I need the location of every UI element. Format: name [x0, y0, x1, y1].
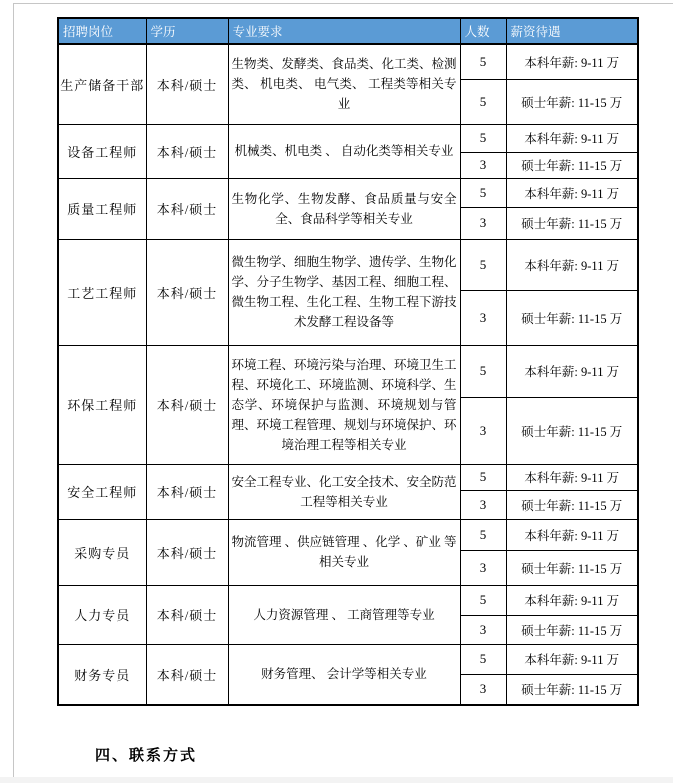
page-edge-left — [13, 3, 14, 783]
majors-cell: 机械类、机电类 、 自动化类等相关专业 — [228, 124, 460, 178]
table-row — [58, 644, 638, 674]
count-cell: 5 — [460, 585, 506, 615]
salary-cell: 本科年薪: 9-11 万 — [506, 44, 638, 79]
count-cell: 5 — [460, 345, 506, 397]
count-cell: 3 — [460, 674, 506, 705]
table-header-row — [58, 18, 638, 44]
count-cell: 5 — [460, 519, 506, 550]
position-cell: 环保工程师 — [58, 345, 146, 464]
position-cell: 设备工程师 — [58, 124, 146, 178]
count-cell: 5 — [460, 464, 506, 490]
position-cell: 安全工程师 — [58, 464, 146, 519]
education-cell: 本科/硕士 — [146, 124, 228, 178]
count-cell: 3 — [460, 152, 506, 178]
recruitment-table — [57, 17, 639, 706]
education-cell: 本科/硕士 — [146, 585, 228, 644]
position-cell: 生产储备干部 — [58, 44, 146, 124]
count-cell: 3 — [460, 207, 506, 239]
count-cell: 5 — [460, 239, 506, 290]
salary-cell: 本科年薪: 9-11 万 — [506, 644, 638, 674]
count-cell: 3 — [460, 615, 506, 644]
education-cell: 本科/硕士 — [146, 44, 228, 124]
majors-cell: 财务管理、 会计学等相关专业 — [228, 644, 460, 705]
education-cell: 本科/硕士 — [146, 239, 228, 345]
page-bottom-shade — [0, 777, 673, 783]
table-row — [58, 585, 638, 615]
table-row — [58, 178, 638, 207]
count-cell: 5 — [460, 44, 506, 79]
table-row — [58, 519, 638, 550]
position-cell: 人力专员 — [58, 585, 146, 644]
salary-cell: 本科年薪: 9-11 万 — [506, 239, 638, 290]
count-cell: 5 — [460, 644, 506, 674]
position-cell: 工艺工程师 — [58, 239, 146, 345]
section-heading: 四、联系方式 — [95, 748, 198, 764]
majors-cell: 微生物学、细胞生物学、遗传学、生物化学、分子生物学、基因工程、细胞工程、微生物工程、生化工程、生物工程下游技术发酵工程设备等 — [228, 239, 460, 345]
page-edge-top — [13, 3, 673, 4]
majors-cell: 人力资源管理 、 工商管理等专业 — [228, 585, 460, 644]
count-cell: 5 — [460, 124, 506, 152]
salary-cell: 硕士年薪: 11-15 万 — [506, 674, 638, 705]
salary-cell: 硕士年薪: 11-15 万 — [506, 397, 638, 464]
table-row — [58, 239, 638, 290]
salary-cell: 硕士年薪: 11-15 万 — [506, 550, 638, 585]
salary-cell: 本科年薪: 9-11 万 — [506, 178, 638, 207]
salary-cell: 本科年薪: 9-11 万 — [506, 464, 638, 490]
count-cell: 3 — [460, 290, 506, 345]
salary-cell: 硕士年薪: 11-15 万 — [506, 615, 638, 644]
position-cell: 采购专员 — [58, 519, 146, 585]
education-cell: 本科/硕士 — [146, 178, 228, 239]
salary-cell: 本科年薪: 9-11 万 — [506, 585, 638, 615]
column-header-position: 招聘岗位 — [58, 18, 146, 44]
education-cell: 本科/硕士 — [146, 644, 228, 705]
salary-cell: 硕士年薪: 11-15 万 — [506, 79, 638, 124]
salary-cell: 本科年薪: 9-11 万 — [506, 345, 638, 397]
table-row — [58, 44, 638, 79]
salary-cell: 本科年薪: 9-11 万 — [506, 124, 638, 152]
count-cell: 3 — [460, 397, 506, 464]
salary-cell: 硕士年薪: 11-15 万 — [506, 207, 638, 239]
majors-cell: 生物类、发酵类、食品类、化工类、检测类、 机电类、 电气类、 工程类等相关专业 — [228, 44, 460, 124]
table-row — [58, 464, 638, 490]
column-header-salary: 薪资待遇 — [506, 18, 638, 44]
majors-cell: 环境工程、环境污染与治理、环境卫生工程、环境化工、环境监测、环境科学、生态学、环境保护与监测、环境规划与管理、环境工程管理、规划与环境保护、环境治理工程等相关专业 — [228, 345, 460, 464]
education-cell: 本科/硕士 — [146, 345, 228, 464]
column-header-count: 人数 — [460, 18, 506, 44]
table-row — [58, 345, 638, 397]
count-cell: 5 — [460, 79, 506, 124]
column-header-majors: 专业要求 — [228, 18, 460, 44]
position-cell: 财务专员 — [58, 644, 146, 705]
salary-cell: 硕士年薪: 11-15 万 — [506, 290, 638, 345]
salary-cell: 本科年薪: 9-11 万 — [506, 519, 638, 550]
salary-cell: 硕士年薪: 11-15 万 — [506, 152, 638, 178]
column-header-education: 学历 — [146, 18, 228, 44]
majors-cell: 安全工程专业、化工安全技术、安全防范工程等相关专业 — [228, 464, 460, 519]
majors-cell: 生物化学、生物发酵、食品质量与安全全、食品科学等相关专业 — [228, 178, 460, 239]
count-cell: 5 — [460, 178, 506, 207]
count-cell: 3 — [460, 550, 506, 585]
education-cell: 本科/硕士 — [146, 519, 228, 585]
majors-cell: 物流管理 、供应链管理 、化学 、矿业 等相关专业 — [228, 519, 460, 585]
salary-cell: 硕士年薪: 11-15 万 — [506, 490, 638, 519]
table-body — [58, 44, 638, 705]
count-cell: 3 — [460, 490, 506, 519]
position-cell: 质量工程师 — [58, 178, 146, 239]
education-cell: 本科/硕士 — [146, 464, 228, 519]
table-row — [58, 124, 638, 152]
